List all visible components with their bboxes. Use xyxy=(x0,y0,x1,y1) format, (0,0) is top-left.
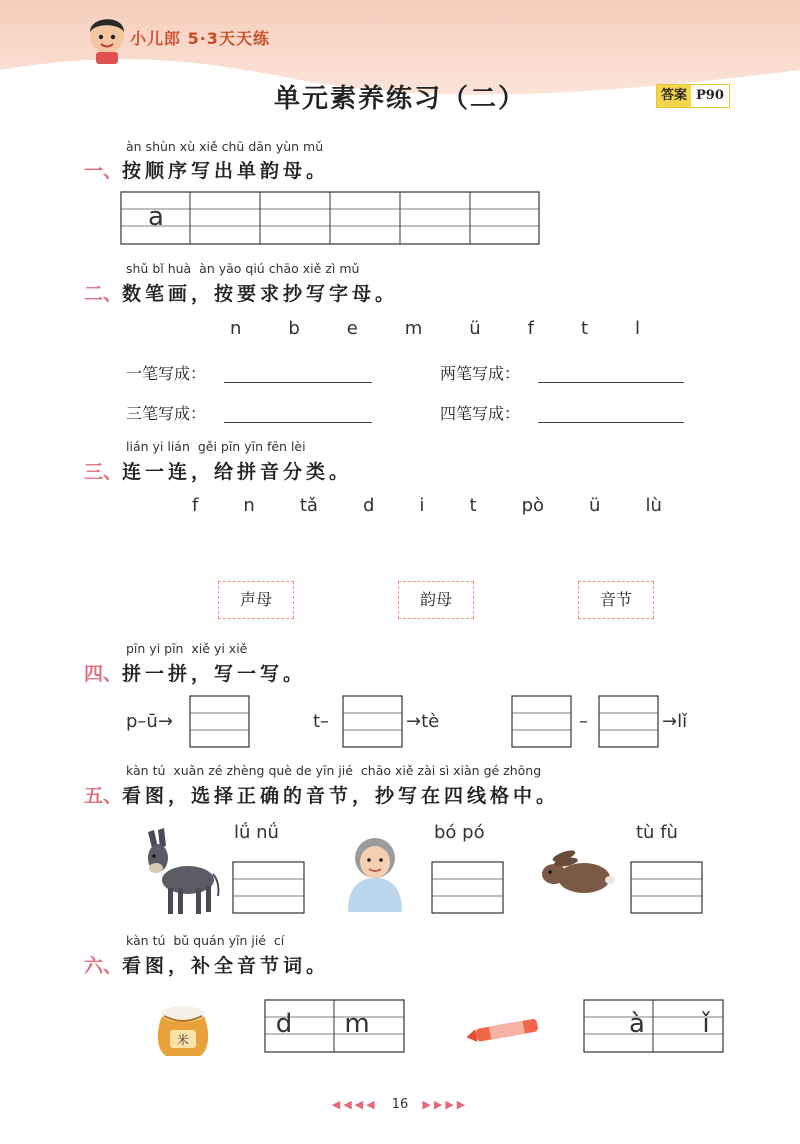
q2-answer-line-3[interactable] xyxy=(224,406,372,423)
q1-pinyin: àn shùn xù xiě chū dān yùn mǔ xyxy=(126,139,324,154)
q2-letter: n xyxy=(230,318,242,339)
q2-answer-line-2[interactable] xyxy=(538,366,684,383)
q1-heading: 一、按顺序写出单韵母。 xyxy=(84,160,330,182)
q4-grid-1[interactable] xyxy=(189,695,251,749)
rabbit-picture xyxy=(538,846,618,896)
grandma-picture xyxy=(344,826,406,912)
brand-logo: 小儿郎 5·3天天练 xyxy=(130,29,270,48)
q5-grid-2[interactable] xyxy=(431,861,505,915)
q5-grid-3[interactable] xyxy=(630,861,704,915)
q3-item[interactable]: pò xyxy=(521,495,545,516)
q4-grid-2[interactable] xyxy=(342,695,404,749)
q3-item[interactable]: tǎ xyxy=(299,495,318,516)
answer-reference: 答案 P90 xyxy=(656,84,730,108)
q3-item[interactable]: ü xyxy=(589,495,601,516)
q4-grid-3[interactable] xyxy=(511,695,573,749)
q2-field-label-2: 两笔写成： xyxy=(440,364,521,383)
q6-word2-char-1: à xyxy=(629,1009,645,1039)
q3-item[interactable]: i xyxy=(419,495,425,516)
rice-char-label: 米 xyxy=(176,1033,190,1047)
q2-answer-line-1[interactable] xyxy=(224,366,372,383)
q5-option-donkey: lǘ nǘ xyxy=(234,822,279,843)
q2-letter: e xyxy=(346,318,358,339)
q2-letter: b xyxy=(288,318,300,339)
q6-word2-char-2: ǐ xyxy=(702,1009,710,1039)
q4-ex3-suffix: →lǐ xyxy=(662,711,688,732)
q3-item[interactable]: f xyxy=(192,495,199,516)
q3-item[interactable]: lù xyxy=(645,495,662,516)
boy-mascot-icon xyxy=(84,10,130,64)
q6-word1-char-1: d xyxy=(275,1009,293,1039)
page-number: 16 xyxy=(391,1097,409,1112)
q2-heading: 二、数笔画，按要求抄写字母。 xyxy=(84,283,399,305)
q6-word1-char-2: m xyxy=(344,1009,370,1039)
q5-option-grandma: bó pó xyxy=(434,822,485,843)
page-footer xyxy=(0,1097,800,1112)
category-box-yinjie[interactable]: 音节 xyxy=(578,581,654,619)
q2-letter: t xyxy=(580,318,589,339)
q1-four-line-grid[interactable] xyxy=(120,191,542,247)
q5-pinyin: kàn tú xuǎn zé zhèng què de yīn jié chāo xiě zài sì xiàn gé zhōng xyxy=(126,763,542,778)
q3-item[interactable]: d xyxy=(362,495,375,516)
q2-letter: l xyxy=(634,318,640,339)
q5-heading: 五、看图，选择正确的音节，抄写在四线格中。 xyxy=(84,785,560,807)
q2-pinyin: shǔ bǐ huà àn yāo qiú chāo xiě zì mǔ xyxy=(126,261,360,276)
q2-field-label-1: 一笔写成： xyxy=(126,364,207,383)
q4-ex2-prefix: t– xyxy=(313,711,330,732)
q3-heading: 三、连一连，给拼音分类。 xyxy=(84,461,353,483)
page-title: 单元素养练习（二） xyxy=(273,84,526,114)
q4-ex2-suffix: →tè xyxy=(406,711,440,732)
q2-letter: m xyxy=(404,318,423,339)
rice-bag-picture xyxy=(152,996,214,1060)
q3-pinyin: lián yi lián gěi pīn yīn fēn lèi xyxy=(126,439,306,454)
q6-heading: 六、看图，补全音节词。 xyxy=(84,955,330,977)
q4-ex1-prefix: p–ū→ xyxy=(126,711,173,732)
q3-item[interactable]: n xyxy=(243,495,255,516)
q2-field-label-4: 四笔写成： xyxy=(440,404,521,423)
q3-item-row xyxy=(192,495,662,516)
q1-first-letter: a xyxy=(148,202,164,232)
q2-letter-row xyxy=(230,318,640,339)
q4-pinyin: pīn yi pīn xiě yi xiě xyxy=(126,641,248,656)
q2-letter: ü xyxy=(469,318,481,339)
left-arrows-icon: ◀◀◀◀ xyxy=(331,1098,378,1111)
crayon-picture xyxy=(462,1016,548,1046)
q4-heading: 四、拼一拼，写一写。 xyxy=(84,663,307,685)
q2-answer-line-4[interactable] xyxy=(538,406,684,423)
right-arrows-icon: ▶▶▶▶ xyxy=(422,1098,469,1111)
q6-pinyin: kàn tú bǔ quán yīn jié cí xyxy=(126,933,285,948)
q3-item[interactable]: t xyxy=(469,495,477,516)
q4-grid-4[interactable] xyxy=(598,695,660,749)
q4-ex3-mid: – xyxy=(579,711,588,732)
category-box-yunmu[interactable]: 韵母 xyxy=(398,581,474,619)
q5-option-rabbit: tù fù xyxy=(636,822,678,843)
q2-field-label-3: 三笔写成： xyxy=(126,404,207,423)
q5-grid-1[interactable] xyxy=(232,861,306,915)
category-box-shengmu[interactable]: 声母 xyxy=(218,581,294,619)
donkey-picture xyxy=(140,822,222,918)
q2-letter: f xyxy=(527,318,535,339)
